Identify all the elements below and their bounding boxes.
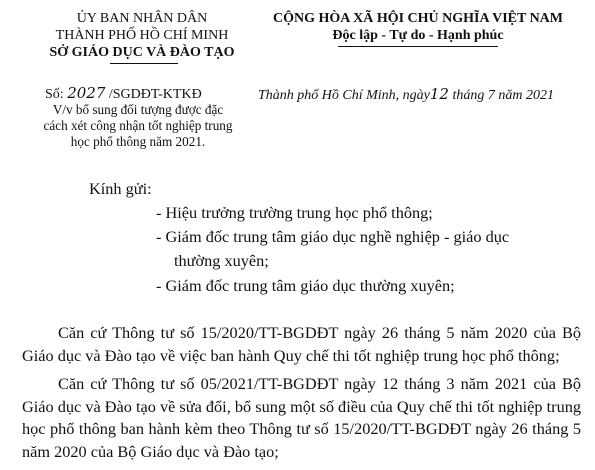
salutation: Kính gửi: (89, 179, 152, 198)
doc-number-handwritten: 2027 (67, 84, 106, 102)
date-suffix: tháng 7 năm 2021 (452, 88, 554, 103)
recipient-1: - Hiệu trưởng trường trung học phổ thông; (156, 203, 433, 222)
agency-line-3: SỞ GIÁO DỤC VÀ ĐÀO TẠO (49, 45, 235, 60)
subject-line-2: cách xét công nhận tốt nghiệp trung (43, 118, 233, 133)
recipient-2-cont: thường xuyên; (174, 251, 269, 270)
national-title-block (248, 10, 588, 44)
date-prefix: Thành phố Hồ Chí Minh, ngày (258, 88, 430, 103)
document-number (45, 84, 202, 103)
document-date (258, 85, 554, 104)
national-title: CỘNG HÒA XÃ HỘI CHỦ NGHĨA VIỆT NAM (272, 11, 563, 26)
motto-underline (338, 46, 498, 47)
national-motto: Độc lập - Tự do - Hạnh phúc (332, 28, 504, 43)
issuing-agency-block (22, 10, 262, 61)
agency-line-1: ỦY BAN NHÂN DÂN (76, 11, 208, 26)
agency-underline (110, 63, 178, 64)
paragraph-1: Căn cứ Thông tư số 15/2020/TT-BGDĐT ngày 26 tháng 5 năm 2020 của Bộ Giáo dục và Đào tạo về việc ban hành Quy chế thi tốt nghiệp trung học phổ thông; (22, 323, 581, 365)
date-day-handwritten: 12 (429, 85, 449, 103)
paragraph-2: Căn cứ Thông tư số 05/2021/TT-BGDĐT ngày 12 tháng 3 năm 2021 của Bộ Giáo dục và Đào tạo về sửa đổi, bổ sung một số điều của Quy chế thi tốt nghiệp trung học phổ thông ban hành kèm theo Thông tư số 15/2020/TT-BGDĐT ngày 26 tháng 5 năm 2020 của Bộ Giáo dục và Đào tạo; (22, 374, 581, 461)
subject-line-1: V/v bổ sung đối tượng được đặc (52, 102, 224, 117)
recipient-2: - Giám đốc trung tâm giáo dục nghề nghiệp - giáo dục (156, 227, 510, 246)
document-subject (38, 102, 238, 150)
recipient-3: - Giám đốc trung tâm giáo dục thường xuyên; (156, 276, 455, 295)
subject-line-3: học phổ thông năm 2021. (70, 134, 206, 149)
agency-line-2: THÀNH PHỐ HỒ CHÍ MINH (55, 28, 229, 43)
doc-number-prefix: Số: (45, 87, 64, 102)
doc-number-suffix: /SGDĐT-KTKĐ (108, 87, 202, 102)
